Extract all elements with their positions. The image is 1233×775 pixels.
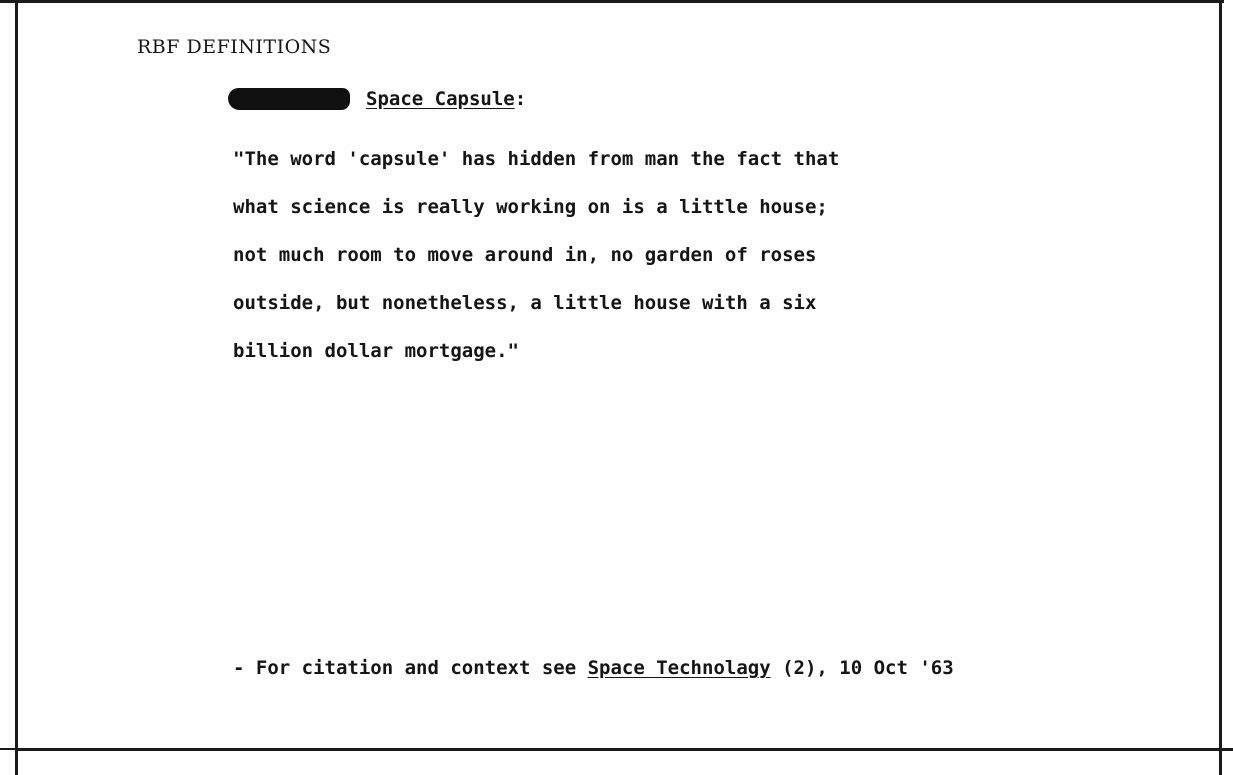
document-heading: RBF DEFINITIONS: [137, 36, 332, 58]
definition-term: [228, 86, 526, 112]
card-border-right: [1219, 0, 1222, 775]
card-border-bottom: [15, 748, 1233, 751]
quote-line: billion dollar mortgage.": [233, 340, 519, 362]
quote-line: "The word 'capsule' has hidden from man the fact that: [233, 148, 840, 170]
citation-suffix: (2), 10 Oct '63: [770, 657, 954, 679]
redaction-mark: [228, 88, 350, 110]
term-title: Space Capsule: [366, 88, 515, 110]
card-border-left: [15, 0, 18, 775]
citation-line: [233, 657, 954, 679]
quote-line: outside, but nonetheless, a little house with a six: [233, 292, 817, 314]
quote-line: what science is really working on is a little house;: [233, 196, 828, 218]
definition-quote: [233, 135, 839, 375]
citation-source: Space Technolagy: [587, 657, 771, 679]
quote-line: not much room to move around in, no garden of roses: [233, 244, 817, 266]
card-border-bottom-outer: [0, 748, 18, 750]
citation-prefix: - For citation and context see: [233, 657, 588, 679]
term-colon: :: [514, 88, 527, 110]
card-border-top: [0, 0, 1224, 3]
